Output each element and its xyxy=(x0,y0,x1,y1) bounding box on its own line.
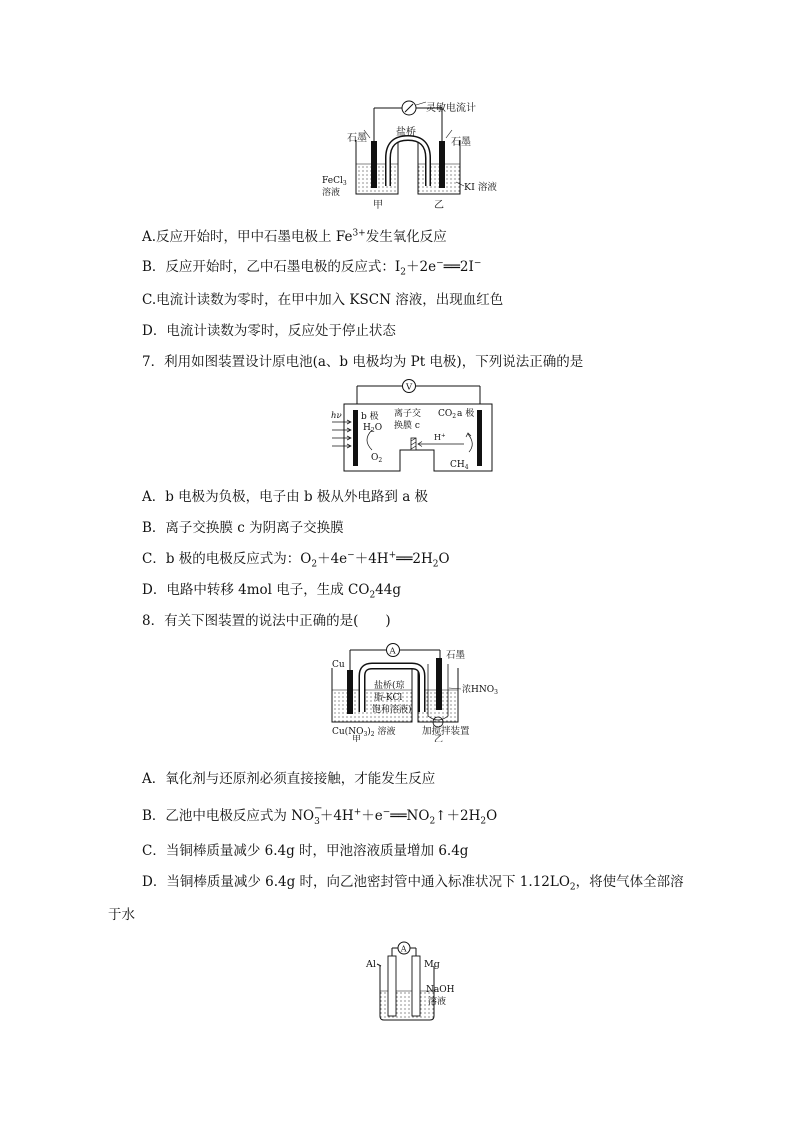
svg-text:盐桥: 盐桥 xyxy=(396,127,416,138)
q6-option-c: C.电流计读数为零时，在甲中加入 KSCN 溶液，出现血红色 xyxy=(142,292,504,308)
al-electrode xyxy=(388,956,396,1016)
figure-cu-hno3-cell xyxy=(318,640,508,742)
svg-text:hν: hν xyxy=(331,411,342,421)
figure-1-svg xyxy=(318,98,528,216)
q6-option-d: D．电流计读数为零时，反应处于停止状态 xyxy=(142,323,396,339)
mg-electrode xyxy=(412,956,420,1016)
q6-option-a: A.反应开始时，甲中石墨电极上 $Fe^{3+}$发生氧化反应 xyxy=(142,228,447,245)
q6-option-b: B．反应开始时，乙中石墨电极的反应式：$I_2+2e^-══2I^-$ xyxy=(142,258,482,278)
svg-text:V: V xyxy=(406,382,413,393)
q8-option-b: B．乙池中电极反应式为 $NO_3+4H^++e^-══NO_2↑+2H_2O$ xyxy=(142,807,498,827)
b-electrode xyxy=(353,410,358,466)
svg-text:FeCl3: FeCl$_3$ xyxy=(322,176,347,187)
svg-text:石墨: 石墨 xyxy=(446,650,466,661)
svg-text:浓HNO3: 浓$HNO_3$ xyxy=(462,685,498,696)
svg-text:CH4: $CH_4$ xyxy=(450,460,469,471)
svg-text:溶液: 溶液 xyxy=(428,997,447,1007)
a-electrode xyxy=(477,410,482,466)
svg-text:盐桥(琼: 盐桥(琼 xyxy=(374,681,405,691)
svg-text:A: A xyxy=(389,646,396,657)
svg-text:H+: H+ xyxy=(434,433,446,442)
svg-text:离子交: 离子交 xyxy=(394,409,422,419)
q7-option-a: A．b 电极为负极，电子由 b 极从外电路到 a 极 xyxy=(142,489,429,505)
svg-text:加搅拌装置: 加搅拌装置 xyxy=(422,726,470,737)
svg-text:石墨: 石墨 xyxy=(451,137,471,148)
svg-text:b 极: b 极 xyxy=(361,412,379,422)
svg-text:甲: 甲 xyxy=(373,200,383,211)
q7-option-c: C．b 极的电极反应式为：$O_2+4e^-+4H^+══2H_2O$ xyxy=(142,550,450,570)
svg-text:CO2: $CO_2$ xyxy=(438,409,457,420)
svg-text:甲: 甲 xyxy=(352,735,362,742)
svg-text:O2: $O_2$ xyxy=(371,453,383,464)
svg-text:Mg: Mg xyxy=(424,959,440,970)
q7-option-b: B．离子交换膜 c 为阴离子交换膜 xyxy=(142,520,344,536)
svg-text:Cu(NO3)2 溶液: $Cu(NO_3)_2$ 溶液 xyxy=(332,727,396,738)
q7-stem: 7．利用如图装置设计原电池(a、b 电极均为 Pt 电极)，下列说法正确的是 xyxy=(142,354,584,370)
q8-option-a: A．氧化剂与还原剂必须直接接触，才能发生反应 xyxy=(142,771,436,787)
q8-stem: 8．有关下图装置的说法中正确的是( ) xyxy=(142,613,391,629)
figure-galvanic-cell-fecl3-ki xyxy=(318,98,528,216)
q8-option-d: D．当铜棒质量减少 6.4g 时，向乙池密封管中通入标准状况下 $1.12LO_2$，将使气体全部溶 xyxy=(142,874,684,893)
svg-text:石墨: 石墨 xyxy=(347,133,367,144)
right-graphite-electrode xyxy=(439,141,445,188)
figure-photo-fuel-cell xyxy=(330,378,500,476)
svg-text:灵敏电流计: 灵敏电流计 xyxy=(426,103,476,114)
figure-al-mg-naoh-cell xyxy=(360,936,470,1028)
svg-text:乙: 乙 xyxy=(434,735,444,742)
q8-option-d-continued: 于水 xyxy=(108,907,135,923)
svg-text:Cu: Cu xyxy=(332,660,345,670)
svg-text:溶液: 溶液 xyxy=(322,188,341,198)
svg-text:Al: Al xyxy=(366,959,376,970)
svg-text:KI 溶液: KI 溶液 xyxy=(464,182,497,193)
left-graphite-electrode xyxy=(371,141,377,188)
svg-text:NaOH: NaOH xyxy=(426,985,455,995)
graphite-electrode xyxy=(436,658,442,710)
svg-text:脂-KCl: 脂-KCl xyxy=(374,693,403,703)
q8-option-c: C．当铜棒质量减少 6.4g 时，甲池溶液质量增加 6.4g xyxy=(142,843,469,859)
svg-text:A: A xyxy=(400,944,407,954)
q7-option-d: D．电路中转移 4mol 电子，生成 $CO_244g$ xyxy=(142,582,401,601)
svg-text:饱和溶液): 饱和溶液) xyxy=(372,705,412,715)
cu-electrode xyxy=(347,670,353,714)
svg-text:乙: 乙 xyxy=(434,200,444,211)
svg-text:换膜 c: 换膜 c xyxy=(394,421,420,431)
svg-text:H2O: $H_2O$ xyxy=(363,423,383,434)
figure-3-svg xyxy=(318,640,508,742)
figure-4-svg xyxy=(360,936,470,1028)
figure-2-svg xyxy=(330,378,500,476)
svg-text:a 极: a 极 xyxy=(457,409,475,419)
